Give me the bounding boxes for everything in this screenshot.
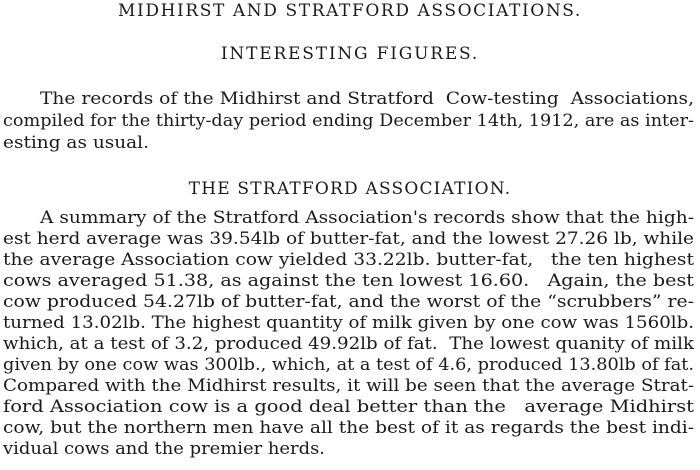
section-heading: THE STRATFORD ASSOCIATION. — [188, 179, 512, 199]
intro-line: esting as usual. — [3, 132, 149, 152]
body-line: the average Association cow yielded 33.22lb. butter-fat, the ten highest — [3, 249, 694, 269]
body-line: given by one cow was 300lb., which, at a test of 4.6, produced 13.80lb of fat. — [3, 354, 694, 374]
article-subheadline: INTERESTING FIGURES. — [220, 44, 480, 64]
body-line: vidual cows and the premier herds. — [3, 438, 325, 458]
body-line: ford Association cow is a good deal better than the average Midhirst — [3, 396, 694, 416]
intro-line: compiled for the thirty-day period ending December 14th, 1912, are as inter- — [3, 110, 694, 130]
body-line: which, at a test of 3.2, produced 49.92lb of fat. The lowest quanity of milk — [3, 333, 694, 353]
body-line: Compared with the Midhirst results, it will be seen that the average Strat- — [3, 375, 694, 395]
body-line: cow produced 54.27lb of butter-fat, and the worst of the “scrubbers” re- — [3, 291, 694, 311]
body-line: cows averaged 51.38, as against the ten lowest 16.60. Again, the best — [3, 270, 694, 290]
body-line: est herd average was 39.54lb of butter-fat, and the lowest 27.26 lb, while — [3, 228, 694, 248]
intro-line: The records of the Midhirst and Stratford Cow-testing Associations, — [40, 88, 695, 108]
body-line: cow, but the northern men have all the best of it as regards the best indi- — [3, 417, 694, 437]
body-line: A summary of the Stratford Association's records show that the high- — [40, 207, 694, 227]
body-line: turned 13.02lb. The highest quantity of milk given by one cow was 1560lb. — [3, 312, 694, 332]
article-headline: MIDHIRST AND STRATFORD ASSOCIATIONS. — [118, 1, 582, 21]
